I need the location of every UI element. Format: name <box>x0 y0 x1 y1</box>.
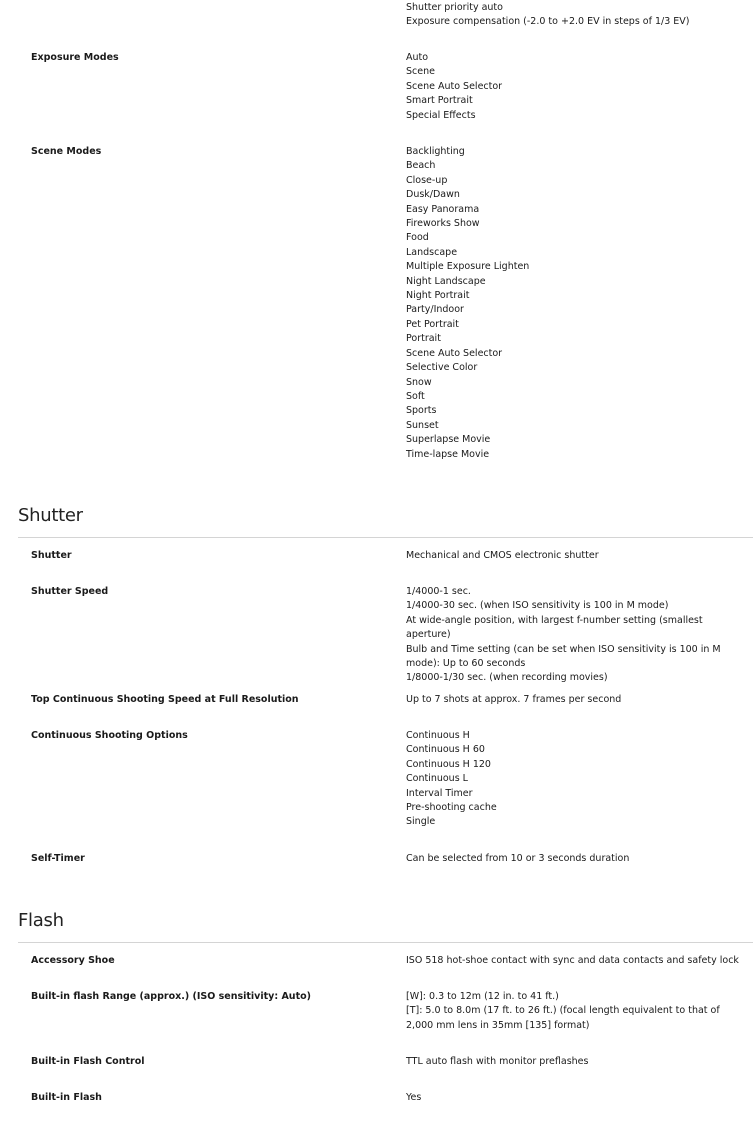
spec-value: 1/4000-1 sec. <box>406 586 471 597</box>
spec-value: Continuous H <box>406 730 470 741</box>
spec-value: Party/Indoor <box>406 304 464 316</box>
spec-value: Continuous H 60 <box>406 744 485 756</box>
spec-value: Close-up <box>406 174 448 186</box>
spec-value: Backlighting <box>406 146 465 157</box>
spec-value: Exposure compensation (-2.0 to +2.0 EV in steps of 1/3 EV) <box>406 16 690 28</box>
spec-label-built-in-flash: Built-in Flash <box>31 1092 102 1103</box>
spec-value: Up to 7 shots at approx. 7 frames per second <box>406 694 622 705</box>
spec-values-self-timer <box>406 852 746 866</box>
spec-value: Snow <box>406 376 432 388</box>
spec-value: Time-lapse Movie <box>406 448 490 460</box>
spec-values-shutter <box>406 549 746 563</box>
spec-value: Scene Auto Selector <box>406 80 503 92</box>
top-values <box>406 1 746 30</box>
spec-label-flash-control: Built-in Flash Control <box>31 1056 145 1067</box>
spec-value: Mechanical and CMOS electronic shutter <box>406 550 599 561</box>
spec-value: Landscape <box>406 246 458 258</box>
spec-value: Pet Portrait <box>406 318 459 330</box>
spec-value: Portrait <box>406 333 441 345</box>
spec-value: Auto <box>406 52 429 63</box>
spec-value: Pre-shooting cache <box>406 802 497 814</box>
spec-value: Single <box>406 816 436 828</box>
spec-value: Special Effects <box>406 109 476 121</box>
spec-values-flash-range <box>406 990 746 1033</box>
spec-values-top-continuous-speed <box>406 693 746 707</box>
spec-values-scene-modes <box>406 145 746 462</box>
spec-value: Soft <box>406 390 425 402</box>
spec-value: Continuous H 120 <box>406 758 491 770</box>
spec-values-built-in-flash <box>406 1091 746 1105</box>
spec-value: Scene Auto Selector <box>406 347 503 359</box>
spec-value: Smart Portrait <box>406 95 473 107</box>
spec-value: Scene <box>406 66 435 78</box>
spec-label-exposure-modes: Exposure Modes <box>31 52 119 63</box>
spec-values-continuous-options <box>406 729 746 830</box>
spec-values-flash-control <box>406 1055 746 1069</box>
spec-value: Easy Panorama <box>406 203 480 215</box>
spec-value: Yes <box>406 1092 422 1103</box>
spec-label-flash-range: Built-in flash Range (approx.) (ISO sensitivity: Auto) <box>31 991 311 1002</box>
spec-value: [T]: 5.0 to 8.0m (17 ft. to 26 ft.) (focal length equivalent to that of 2,000 mm lens in 35mm [135] format) <box>406 1005 720 1031</box>
spec-values-exposure-modes <box>406 51 746 123</box>
spec-value: Sports <box>406 405 437 417</box>
spec-label-shutter: Shutter <box>31 550 72 561</box>
spec-label-top-continuous-speed: Top Continuous Shooting Speed at Full Resolution <box>31 694 299 705</box>
spec-label-accessory-shoe: Accessory Shoe <box>31 955 115 966</box>
spec-value: Night Portrait <box>406 290 470 302</box>
spec-value: Night Landscape <box>406 275 486 287</box>
spec-value: Food <box>406 232 429 244</box>
spec-value: At wide-angle position, with largest f-number setting (smallest aperture) <box>406 614 703 641</box>
section-divider <box>18 537 753 538</box>
spec-label-scene-modes: Scene Modes <box>31 146 102 157</box>
spec-value: Interval Timer <box>406 787 473 799</box>
spec-value: 1/4000-30 sec. (when ISO sensitivity is 100 in M mode) <box>406 600 669 612</box>
section-title-flash: Flash <box>18 910 64 931</box>
spec-values-shutter-speed <box>406 585 746 686</box>
section-title-shutter: Shutter <box>18 505 83 526</box>
spec-value: TTL auto flash with monitor preflashes <box>406 1056 589 1067</box>
spec-label-self-timer: Self-Timer <box>31 853 85 864</box>
spec-value: Fireworks Show <box>406 218 480 230</box>
spec-value: Sunset <box>406 419 439 431</box>
spec-value: Continuous L <box>406 773 468 785</box>
spec-values-accessory-shoe <box>406 954 746 968</box>
spec-value: 1/8000-1/30 sec. (when recording movies) <box>406 672 608 684</box>
spec-value: Dusk/Dawn <box>406 189 460 201</box>
spec-value: Bulb and Time setting (can be set when ISO sensitivity is 100 in M mode): Up to 60 seconds <box>406 643 721 670</box>
spec-label-shutter-speed: Shutter Speed <box>31 586 109 597</box>
spec-value: Beach <box>406 160 436 172</box>
spec-value: Superlapse Movie <box>406 434 491 446</box>
spec-value: Multiple Exposure Lighten <box>406 261 530 273</box>
spec-value: ISO 518 hot-shoe contact with sync and data contacts and safety lock <box>406 955 739 966</box>
spec-value: Selective Color <box>406 362 478 374</box>
spec-value: Shutter priority auto <box>406 2 503 13</box>
section-divider <box>18 942 753 943</box>
spec-value: [W]: 0.3 to 12m (12 in. to 41 ft.) <box>406 991 559 1002</box>
spec-value: Can be selected from 10 or 3 seconds duration <box>406 853 630 864</box>
spec-label-continuous-options: Continuous Shooting Options <box>31 730 188 741</box>
